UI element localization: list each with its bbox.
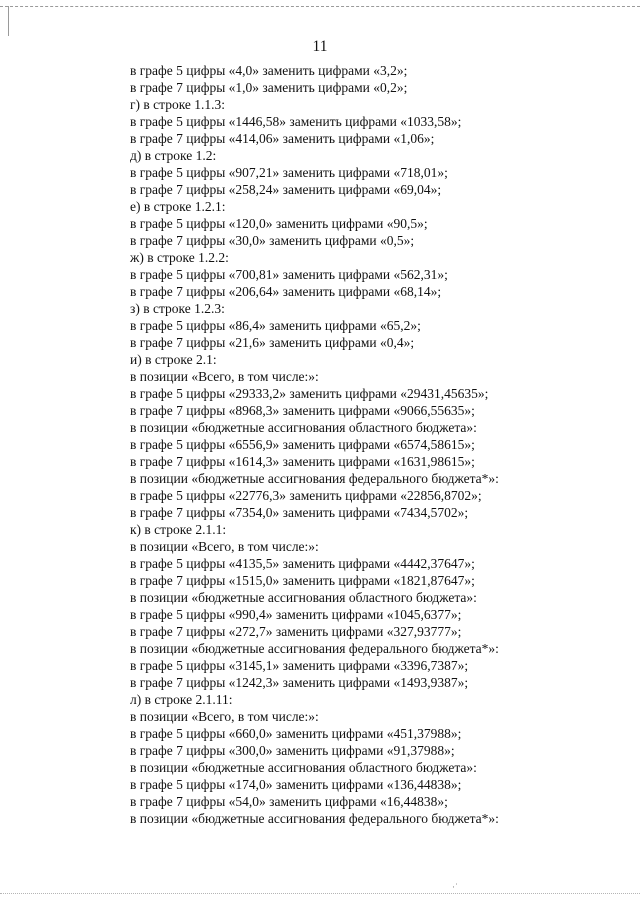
text-line: в графе 5 цифры «86,4» заменить цифрами «65,2»; bbox=[130, 318, 421, 333]
scan-edge-bottom bbox=[0, 893, 640, 894]
position-line: в позиции «бюджетные ассигнования федерального бюджета*»: bbox=[130, 811, 499, 826]
text-line: в графе 7 цифры «7354,0» заменить цифрами «7434,5702»; bbox=[130, 505, 469, 520]
section-heading-line: и) в строке 2.1: bbox=[130, 352, 217, 367]
position-line: в позиции «Всего, в том числе:»: bbox=[130, 709, 319, 724]
text-line: в графе 7 цифры «54,0» заменить цифрами «16,44838»; bbox=[130, 794, 448, 809]
text-line: в графе 7 цифры «206,64» заменить цифрами «68,14»; bbox=[130, 284, 442, 299]
text-line: в графе 5 цифры «120,0» заменить цифрами «90,5»; bbox=[130, 216, 428, 231]
text-line: в графе 7 цифры «258,24» заменить цифрами «69,04»; bbox=[130, 182, 442, 197]
position-line: в позиции «бюджетные ассигнования областного бюджета»: bbox=[130, 760, 477, 775]
section-heading-line: з) в строке 1.2.3: bbox=[130, 301, 225, 316]
scan-speck: ·˙ bbox=[452, 882, 458, 892]
section-heading-line: л) в строке 2.1.11: bbox=[130, 692, 233, 707]
text-line: в графе 5 цифры «990,4» заменить цифрами «1045,6377»; bbox=[130, 607, 462, 622]
position-line: в позиции «Всего, в том числе:»: bbox=[130, 539, 319, 554]
scan-edge-top bbox=[0, 6, 640, 7]
scan-edge-left bbox=[8, 6, 9, 36]
section-heading-line: к) в строке 2.1.1: bbox=[130, 522, 227, 537]
text-line: в графе 7 цифры «21,6» заменить цифрами «0,4»; bbox=[130, 335, 415, 350]
position-line: в позиции «бюджетные ассигнования федерального бюджета*»: bbox=[130, 641, 499, 656]
section-heading-line: ж) в строке 1.2.2: bbox=[130, 250, 229, 265]
text-line: в графе 7 цифры «414,06» заменить цифрами «1,06»; bbox=[130, 131, 435, 146]
section-heading-line: е) в строке 1.2.1: bbox=[130, 199, 226, 214]
text-line: в графе 7 цифры «1,0» заменить цифрами «0,2»; bbox=[130, 80, 408, 95]
text-line: в графе 7 цифры «30,0» заменить цифрами «0,5»; bbox=[130, 233, 415, 248]
position-line: в позиции «бюджетные ассигнования федерального бюджета*»: bbox=[130, 471, 499, 486]
position-line: в позиции «бюджетные ассигнования областного бюджета»: bbox=[130, 590, 477, 605]
text-line: в графе 5 цифры «907,21» заменить цифрами «718,01»; bbox=[130, 165, 448, 180]
text-line: в графе 7 цифры «272,7» заменить цифрами «327,93777»; bbox=[130, 624, 462, 639]
text-line: в графе 5 цифры «700,81» заменить цифрами «562,31»; bbox=[130, 267, 448, 282]
text-line: в графе 5 цифры «4135,5» заменить цифрами «4442,37647»; bbox=[130, 556, 475, 571]
text-line: в графе 5 цифры «29333,2» заменить цифрами «29431,45635»; bbox=[130, 386, 489, 401]
section-heading-line: д) в строке 1.2: bbox=[130, 148, 217, 163]
text-line: в графе 5 цифры «174,0» заменить цифрами «136,44838»; bbox=[130, 777, 462, 792]
text-line: в графе 7 цифры «1242,3» заменить цифрами «1493,9387»; bbox=[130, 675, 469, 690]
text-line: в графе 5 цифры «4,0» заменить цифрами «3,2»; bbox=[130, 63, 408, 78]
text-line: в графе 5 цифры «22776,3» заменить цифрами «22856,8702»; bbox=[130, 488, 482, 503]
text-line: в графе 7 цифры «300,0» заменить цифрами «91,37988»; bbox=[130, 743, 455, 758]
section-heading-line: г) в строке 1.1.3: bbox=[130, 97, 226, 112]
page-number: 11 bbox=[312, 38, 328, 55]
text-line: в графе 7 цифры «1515,0» заменить цифрами «1821,87647»; bbox=[130, 573, 475, 588]
text-line: в графе 5 цифры «3145,1» заменить цифрами «3396,7387»; bbox=[130, 658, 469, 673]
position-line: в позиции «бюджетные ассигнования областного бюджета»: bbox=[130, 420, 477, 435]
text-line: в графе 7 цифры «1614,3» заменить цифрами «1631,98615»; bbox=[130, 454, 475, 469]
text-line: в графе 5 цифры «6556,9» заменить цифрами «6574,58615»; bbox=[130, 437, 475, 452]
document-body bbox=[130, 62, 630, 827]
position-line: в позиции «Всего, в том числе:»: bbox=[130, 369, 319, 384]
text-line: в графе 7 цифры «8968,3» заменить цифрами «9066,55635»; bbox=[130, 403, 475, 418]
text-line: в графе 5 цифры «660,0» заменить цифрами «451,37988»; bbox=[130, 726, 462, 741]
text-line: в графе 5 цифры «1446,58» заменить цифрами «1033,58»; bbox=[130, 114, 462, 129]
